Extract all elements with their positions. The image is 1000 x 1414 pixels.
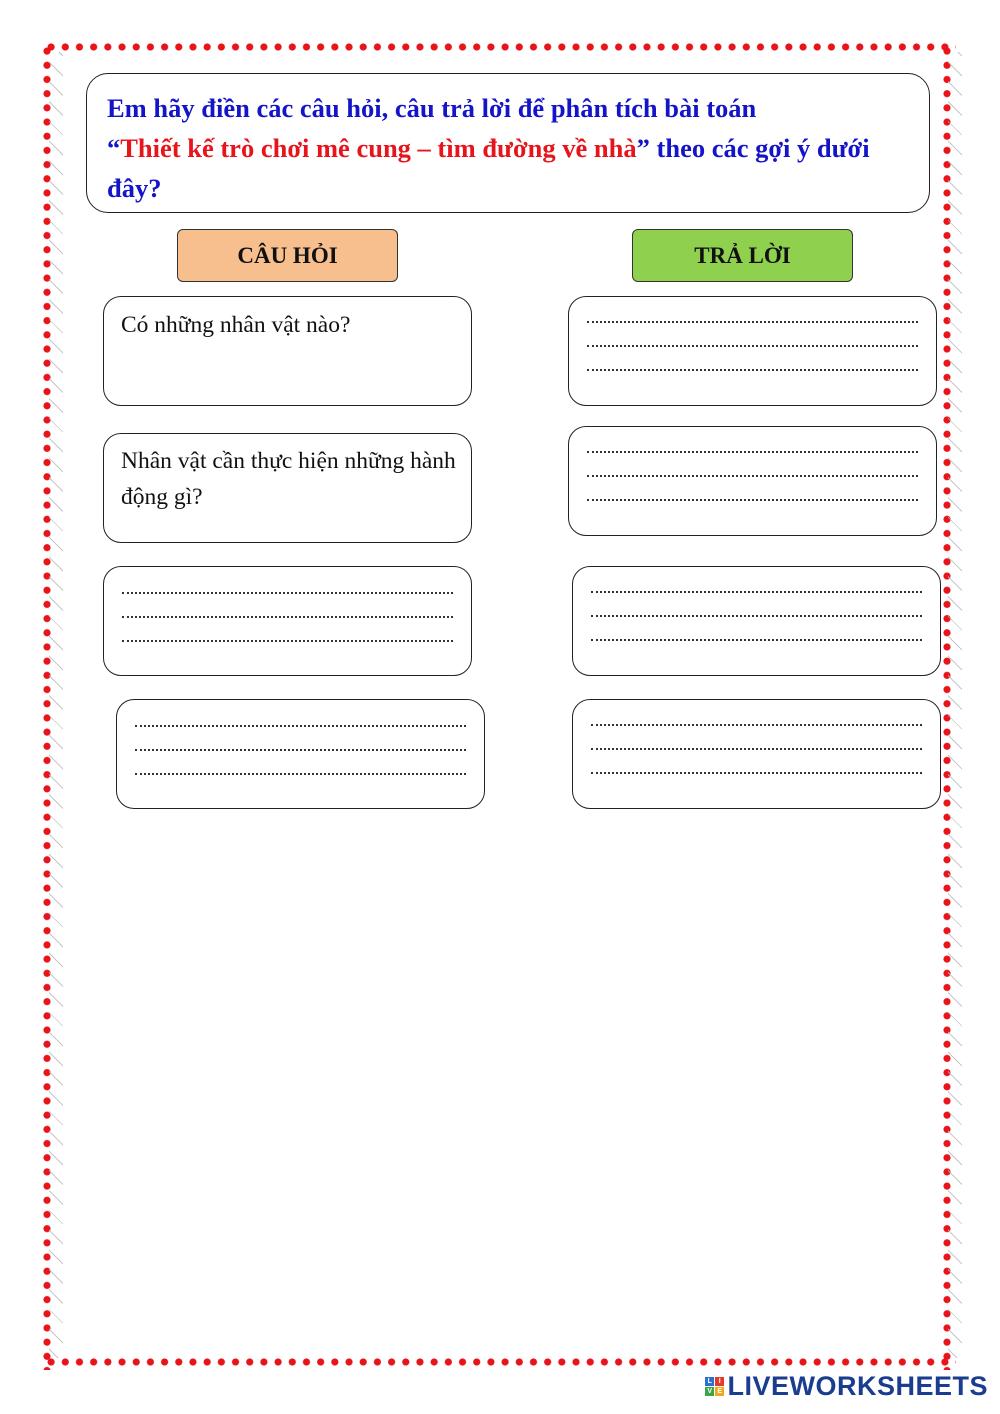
question-card-4[interactable] [116, 699, 485, 809]
answer-line[interactable] [587, 451, 918, 453]
answer-line[interactable] [122, 592, 453, 594]
instruction-text-end: theo các gợi ý dưới đây? [107, 133, 870, 203]
question-card-2 [103, 433, 472, 543]
quote-open: “ [107, 133, 121, 163]
answer-line[interactable] [135, 725, 466, 727]
answer-line[interactable] [591, 615, 922, 617]
answer-line[interactable] [122, 640, 453, 642]
answer-card-1[interactable] [568, 296, 937, 406]
logo-letter: L [705, 1377, 714, 1386]
answer-line[interactable] [135, 773, 466, 775]
answer-card-4[interactable] [572, 699, 941, 809]
answer-header-label: TRẢ LỜI [694, 242, 791, 268]
answer-line[interactable] [587, 475, 918, 477]
border-top [44, 41, 956, 53]
answer-card-2[interactable] [568, 426, 937, 536]
logo-letter: V [707, 1388, 713, 1395]
liveworksheets-logo-icon [705, 1377, 724, 1396]
answer-line[interactable] [587, 321, 918, 323]
problem-title: Thiết kế trò chơi mê cung – tìm đường về nhà [120, 133, 637, 163]
border-hatch-left [49, 52, 63, 1358]
answer-line[interactable] [122, 616, 453, 618]
liveworksheets-logo [705, 1371, 988, 1402]
logo-letter: I [715, 1377, 724, 1386]
border-hatch-right [948, 52, 962, 1358]
question-text-2: Nhân vật cần thực hiện những hành động gì? [121, 448, 456, 510]
answer-header [632, 229, 853, 282]
answer-line[interactable] [587, 499, 918, 501]
answer-line[interactable] [587, 345, 918, 347]
question-text-1: Có những nhân vật nào? [121, 312, 351, 338]
answer-line[interactable] [135, 749, 466, 751]
quote-close: ” [636, 133, 650, 163]
question-card-3[interactable] [103, 566, 472, 676]
question-header-label: CÂU HỎI [237, 242, 338, 268]
logo-letter: E [717, 1388, 723, 1395]
instruction-text: Em hãy điền các câu hỏi, câu trả lời để phân tích bài toán [107, 93, 757, 123]
answer-line[interactable] [587, 369, 918, 371]
instruction-box [86, 73, 930, 213]
brand-name: LIVEWORKSHEETS [727, 1371, 988, 1401]
answer-line[interactable] [591, 748, 922, 750]
answer-line[interactable] [591, 772, 922, 774]
answer-line[interactable] [591, 639, 922, 641]
border-bottom [44, 1356, 956, 1368]
answer-line[interactable] [591, 724, 922, 726]
question-header [177, 229, 398, 282]
answer-card-3[interactable] [572, 566, 941, 676]
question-card-1 [103, 296, 472, 406]
answer-line[interactable] [591, 591, 922, 593]
